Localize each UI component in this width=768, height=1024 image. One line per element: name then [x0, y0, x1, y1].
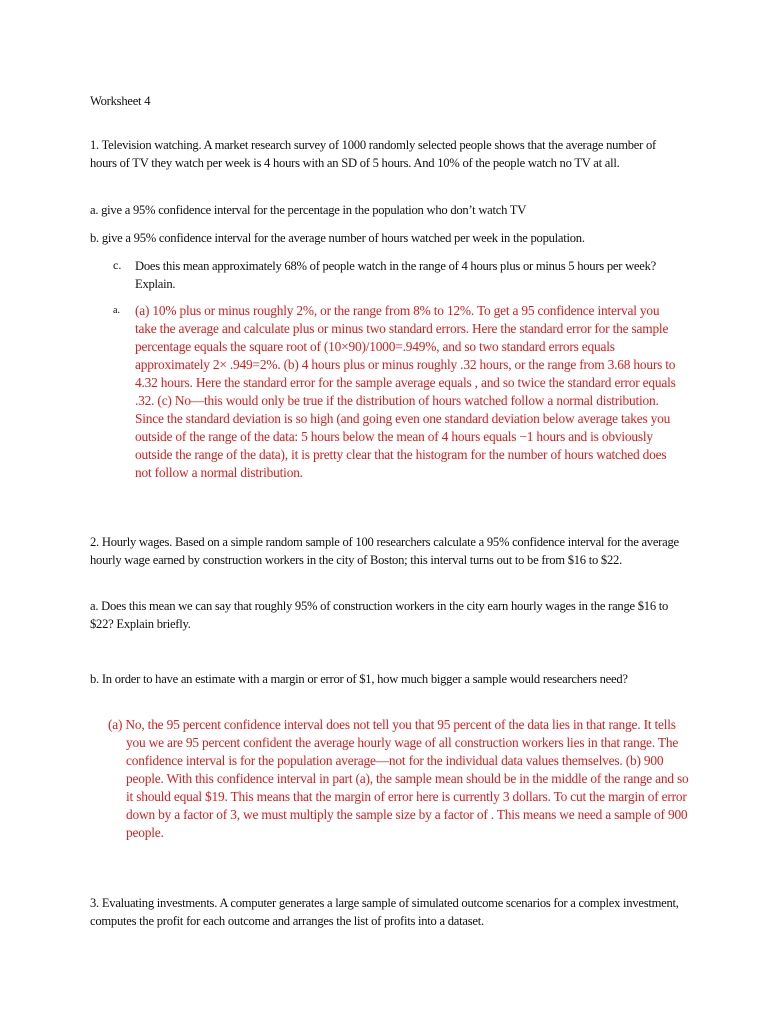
q1-part-a: a. give a 95% confidence interval for the percentage in the population who don’t watch TV [90, 203, 527, 217]
q2-part-b: b. In order to have an estimate with a margin or error of $1, how much bigger a sample would researchers need? [90, 672, 628, 686]
worksheet-title: Worksheet 4 [90, 94, 151, 108]
q1-part-b: b. give a 95% confidence interval for the average number of hours watched per week in the population. [90, 231, 585, 245]
q2-part-a: a. Does this mean we can say that roughly 95% of construction workers in the city earn hourly wages in the range $16 to $22? Explain briefly. [90, 599, 669, 631]
q1-part-c: Does this mean approximately 68% of people watch in the range of 4 hours plus or minus 5 hours per week? Explain. [135, 259, 656, 291]
q1-answer-marker: a. [113, 305, 120, 316]
q2-answer: (a) No, the 95 percent confidence interval does not tell you that 95 percent of the data lies in that range. It tells you we are 95 percent confident the average hourly wage of all construction workers lies in that range. The confidence interval is for the population average—not for the individual data values themselves. (b) 900 people. With this confidence interval in part (a), the sample mean should be in the middle of the range and so it should equal $19. This means that the margin of error here is currently 3 dollars. To cut the margin of error down by a factor of 3, we must multiply the sample size by a factor of . This means we need a sample of 900 people. [108, 717, 689, 840]
q3-intro: 3. Evaluating investments. A computer generates a large sample of simulated outcome scenarios for a complex investment, computes the profit for each outcome and arranges the list of profits into a dataset. [90, 896, 679, 928]
q1-c-marker: c. [113, 258, 122, 272]
q1-intro: 1. Television watching. A market research survey of 1000 randomly selected people shows that the average number of hours of TV they watch per week is 4 hours with an SD of 5 hours. And 10% of the people watch no TV at all. [90, 138, 656, 170]
q2-intro: 2. Hourly wages. Based on a simple random sample of 100 researchers calculate a 95% confidence interval for the average hourly wage earned by construction workers in the city of Boston; this interval turns out to be from $16 to $22. [90, 535, 679, 567]
q1-answer: (a) 10% plus or minus roughly 2%, or the range from 8% to 12%. To get a 95 confidence interval you take the average and calculate plus or minus two standard errors. Here the standard error for the sample percentage equals the square root of (10×90)/1000=.949%, and so two standard errors equals approximately 2× .949=2%. (b) 4 hours plus or minus roughly .32 hours, or the range from 3.68 hours to 4.32 hours. Here the standard error for the sample average equals , and so twice the standard error equals .32. (c) No—this would only be true if the distribution of hours watched follow a normal distribution. Since the standard deviation is so high (and going even one standard deviation below average takes you outside of the range of the data: 5 hours below the mean of 4 hours equals −1 hours and is obviously outside the range of the data), it is pretty clear that the histogram for the number of hours watched does not follow a normal distribution. [135, 303, 676, 480]
